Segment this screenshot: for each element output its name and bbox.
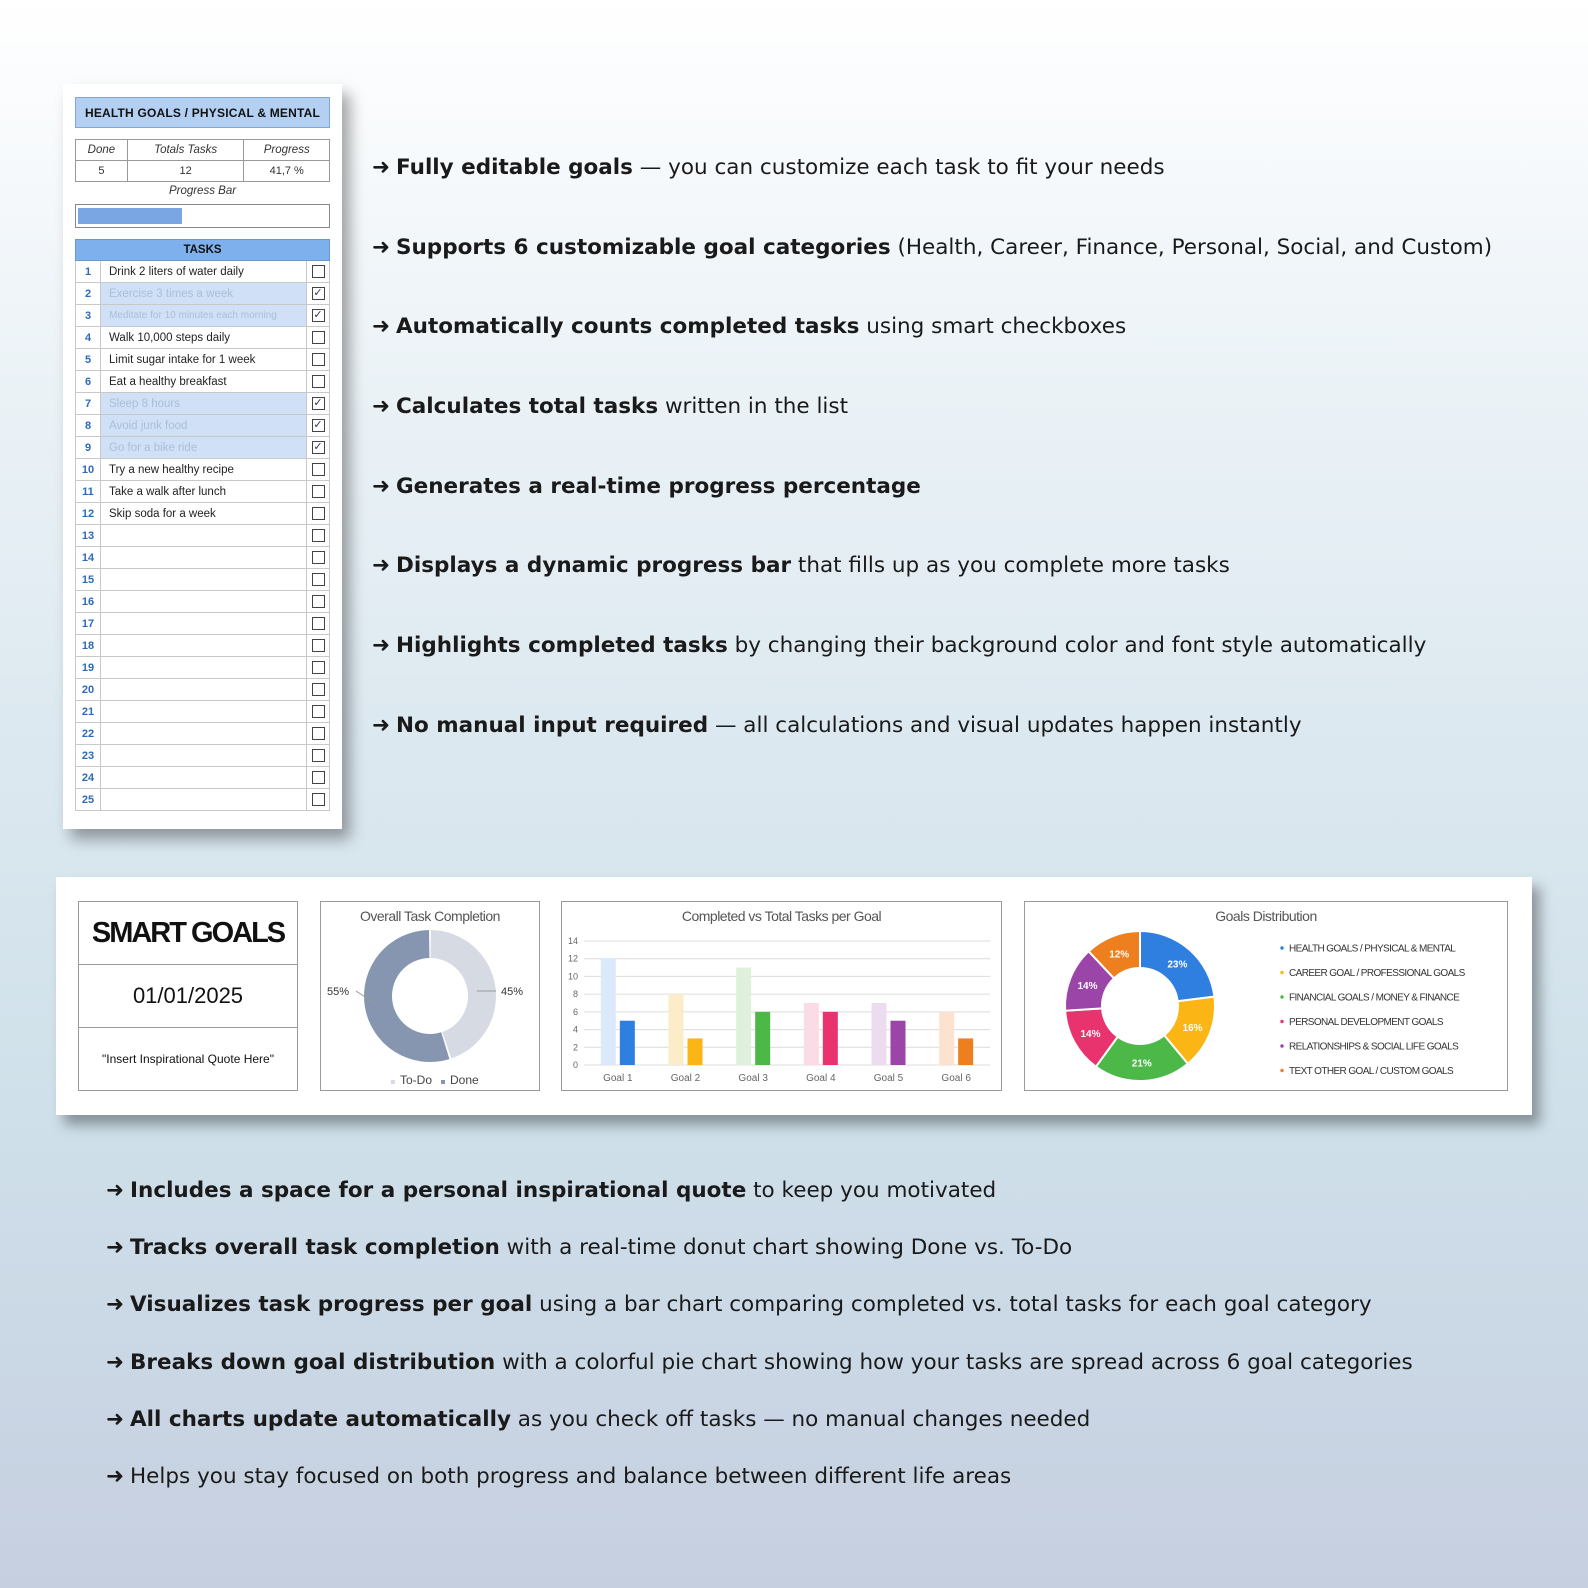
- task-checkbox-cell: [307, 679, 329, 700]
- pie-label: 21%: [1131, 1058, 1152, 1070]
- task-row: [75, 547, 330, 569]
- feature-rest: with a real-time donut chart showing Done vs. To-Do: [499, 1235, 1073, 1261]
- feature-bold: All charts update automatically: [130, 1406, 511, 1432]
- arrow-icon: ➜: [106, 1349, 125, 1375]
- arrow-icon: ➜: [372, 234, 391, 260]
- feature-item: [372, 155, 1492, 235]
- overall-completion-svg: [321, 902, 541, 1092]
- task-checkbox[interactable]: [312, 463, 325, 476]
- legend-label: HEALTH GOALS / PHYSICAL & MENTAL: [1289, 943, 1456, 955]
- task-number: 6: [76, 371, 101, 392]
- overall-completion-title: Overall Task Completion: [360, 908, 500, 924]
- feature-item: [106, 1235, 1413, 1292]
- task-checkbox-cell: [307, 371, 329, 392]
- task-row: [75, 349, 330, 371]
- feature-bold: Automatically counts completed tasks: [396, 314, 860, 340]
- feature-item: [106, 1350, 1413, 1407]
- task-checkbox[interactable]: [312, 507, 325, 520]
- pie-label: 14%: [1077, 981, 1098, 993]
- bar-completed-6: [958, 1038, 973, 1065]
- task-number: 23: [76, 745, 101, 766]
- task-text[interactable]: Avoid junk food: [101, 415, 307, 436]
- y-tick-label: 8: [572, 989, 578, 1000]
- task-number: 4: [76, 327, 101, 348]
- feature-bold: Displays a dynamic progress bar: [396, 553, 792, 579]
- task-row: [75, 305, 330, 327]
- task-checkbox-cell: [307, 349, 329, 370]
- task-checkbox-cell: [307, 327, 329, 348]
- pie-label: 16%: [1182, 1022, 1203, 1034]
- task-number: 25: [76, 789, 101, 810]
- pie-label: 12%: [1109, 949, 1130, 961]
- legend-dot: [1280, 1069, 1283, 1072]
- task-row: [75, 679, 330, 701]
- task-text[interactable]: [101, 723, 307, 744]
- feature-bold: Breaks down goal distribution: [130, 1349, 496, 1375]
- task-checkbox[interactable]: ✓: [313, 397, 323, 409]
- task-checkbox-cell: [307, 701, 329, 722]
- task-text[interactable]: Drink 2 liters of water daily: [101, 261, 307, 282]
- task-number: 2: [76, 283, 101, 304]
- y-tick-label: 6: [572, 1006, 578, 1017]
- task-checkbox[interactable]: [312, 485, 325, 498]
- feature-rest: — you can customize each task to fit your needs: [632, 155, 1165, 180]
- title-panel: [78, 901, 298, 1091]
- task-checkbox[interactable]: [312, 265, 325, 278]
- tasks-per-goal-svg: [562, 902, 1003, 1092]
- legend-dot: [1280, 971, 1283, 974]
- tasks-header: TASKS: [75, 239, 330, 261]
- arrow-icon: ➜: [372, 553, 391, 579]
- task-text[interactable]: Sleep 8 hours: [101, 393, 307, 414]
- task-text[interactable]: Exercise 3 times a week: [101, 283, 307, 304]
- task-checkbox-cell: [307, 789, 329, 810]
- legend-swatch-todo: [391, 1080, 395, 1084]
- task-number: 21: [76, 701, 101, 722]
- task-row: [75, 459, 330, 481]
- task-text[interactable]: [101, 613, 307, 634]
- task-checkbox[interactable]: [312, 705, 325, 718]
- y-tick-label: 2: [572, 1042, 578, 1053]
- y-tick-label: 10: [567, 971, 578, 982]
- dashboard-title: SMART GOALS: [79, 902, 297, 965]
- task-row: [75, 503, 330, 525]
- feature-item: [372, 314, 1492, 394]
- task-text[interactable]: [101, 745, 307, 766]
- task-checkbox-cell: [307, 745, 329, 766]
- legend-todo: To-Do: [400, 1073, 433, 1087]
- task-number: 7: [76, 393, 101, 414]
- arrow-icon: ➜: [106, 1178, 125, 1203]
- task-text[interactable]: Skip soda for a week: [101, 503, 307, 524]
- arrow-icon: ➜: [372, 712, 391, 738]
- task-number: 22: [76, 723, 101, 744]
- feature-list-top: [372, 155, 1492, 793]
- x-tick-label: Goal 4: [806, 1073, 836, 1084]
- legend-swatch-done: [441, 1080, 445, 1084]
- feature-item: [372, 394, 1492, 474]
- task-checkbox[interactable]: [312, 749, 325, 762]
- task-number: 12: [76, 503, 101, 524]
- task-number: 20: [76, 679, 101, 700]
- task-row: [75, 613, 330, 635]
- task-number: 15: [76, 569, 101, 590]
- task-checkbox-cell: [307, 525, 329, 546]
- task-row: [75, 415, 330, 437]
- task-text[interactable]: [101, 525, 307, 546]
- dashboard-strip: [56, 877, 1532, 1115]
- feature-list-bottom: [106, 1178, 1413, 1521]
- task-number: 11: [76, 481, 101, 502]
- task-checkbox-cell: [307, 547, 329, 568]
- task-checkbox[interactable]: [312, 375, 325, 388]
- feature-bold: Visualizes task progress per goal: [130, 1292, 533, 1318]
- feature-item: [106, 1464, 1413, 1521]
- feature-rest: — all calculations and visual updates happen instantly: [708, 712, 1302, 738]
- task-checkbox-cell: [307, 437, 329, 458]
- task-number: 16: [76, 591, 101, 612]
- stats-header-progress: Progress: [244, 140, 330, 161]
- goals-distribution-title: Goals Distribution: [1215, 908, 1317, 924]
- bar-total-4: [804, 1003, 819, 1065]
- task-number: 8: [76, 415, 101, 436]
- task-number: 1: [76, 261, 101, 282]
- pie-label: 14%: [1080, 1029, 1101, 1041]
- task-checkbox[interactable]: ✓: [313, 309, 323, 321]
- task-checkbox-cell: [307, 723, 329, 744]
- arrow-icon: ➜: [372, 314, 391, 340]
- stats-header-done: Done: [76, 140, 128, 161]
- task-checkbox-cell: [307, 261, 329, 282]
- arrow-icon: ➜: [372, 473, 391, 499]
- bar-completed-4: [823, 1012, 838, 1065]
- tasks-per-goal-chart: [561, 901, 1002, 1091]
- stats-table: [75, 139, 330, 182]
- feature-rest: (Health, Career, Finance, Personal, Social, and Custom): [890, 234, 1493, 260]
- task-number: 13: [76, 525, 101, 546]
- task-row: [75, 283, 330, 305]
- task-text[interactable]: [101, 591, 307, 612]
- legend-label: RELATIONSHIPS & SOCIAL LIFE GOALS: [1289, 1041, 1459, 1053]
- task-text[interactable]: [101, 679, 307, 700]
- task-text[interactable]: [101, 657, 307, 678]
- feature-bold: Generates a real-time progress percentage: [396, 473, 921, 499]
- task-checkbox[interactable]: [312, 771, 325, 784]
- task-text[interactable]: [101, 767, 307, 788]
- y-tick-label: 4: [572, 1024, 578, 1035]
- task-number: 17: [76, 613, 101, 634]
- task-checkbox-cell: [307, 591, 329, 612]
- task-list: [75, 261, 330, 811]
- task-checkbox[interactable]: [312, 617, 325, 630]
- task-row: [75, 371, 330, 393]
- task-text[interactable]: Try a new healthy recipe: [101, 459, 307, 480]
- task-checkbox-cell: [307, 613, 329, 634]
- progress-bar: [75, 204, 330, 228]
- task-row: [75, 635, 330, 657]
- x-tick-label: Goal 2: [670, 1073, 701, 1084]
- feature-rest: as you check off tasks — no manual changes needed: [510, 1406, 1091, 1432]
- task-checkbox[interactable]: [312, 573, 325, 586]
- task-checkbox-cell: [307, 481, 329, 502]
- x-tick-label: Goal 3: [738, 1073, 768, 1084]
- legend-label: FINANCIAL GOALS / MONEY & FINANCE: [1289, 992, 1460, 1004]
- feature-rest: to keep you motivated: [746, 1178, 997, 1203]
- legend-dot: [1280, 1020, 1283, 1023]
- task-row: [75, 723, 330, 745]
- task-checkbox[interactable]: ✓: [313, 419, 323, 431]
- task-row: [75, 437, 330, 459]
- label-todo: 55%: [327, 986, 350, 998]
- legend-label: PERSONAL DEVELOPMENT GOALS: [1289, 1017, 1443, 1028]
- task-row: [75, 481, 330, 503]
- bar-total-3: [736, 968, 751, 1065]
- bar-completed-2: [688, 1038, 703, 1065]
- task-row: [75, 767, 330, 789]
- task-number: 10: [76, 459, 101, 480]
- task-text[interactable]: Take a walk after lunch: [101, 481, 307, 502]
- arrow-icon: ➜: [106, 1463, 125, 1489]
- task-text[interactable]: [101, 701, 307, 722]
- task-checkbox-cell: [307, 569, 329, 590]
- bar-completed-3: [755, 1012, 770, 1065]
- task-checkbox-cell: [307, 657, 329, 678]
- task-number: 3: [76, 305, 101, 326]
- task-checkbox[interactable]: ✓: [313, 441, 323, 453]
- task-text[interactable]: Go for a bike ride: [101, 437, 307, 458]
- task-checkbox[interactable]: [312, 661, 325, 674]
- tasks-per-goal-title: Completed vs Total Tasks per Goal: [681, 908, 882, 924]
- goals-distribution-chart: [1024, 901, 1508, 1091]
- legend-dot: [1280, 946, 1283, 949]
- feature-bold: Tracks overall task completion: [130, 1235, 500, 1261]
- task-text[interactable]: [101, 569, 307, 590]
- bar-total-2: [669, 994, 684, 1065]
- task-checkbox-cell: [307, 283, 329, 304]
- arrow-icon: ➜: [106, 1235, 125, 1261]
- bar-total-5: [872, 1003, 887, 1065]
- y-tick-label: 12: [567, 953, 578, 964]
- feature-bold: Calculates total tasks: [396, 394, 659, 420]
- y-tick-label: 0: [572, 1060, 578, 1070]
- task-row: [75, 393, 330, 415]
- progress-bar-fill: [78, 208, 182, 224]
- feature-item: [372, 553, 1492, 633]
- task-row: [75, 745, 330, 767]
- task-checkbox[interactable]: [312, 353, 325, 366]
- task-row: [75, 701, 330, 723]
- task-text[interactable]: Walk 10,000 steps daily: [101, 327, 307, 348]
- stats-value-total: 12: [127, 161, 244, 182]
- x-tick-label: Goal 6: [941, 1073, 971, 1084]
- arrow-icon: ➜: [106, 1292, 125, 1318]
- task-checkbox[interactable]: [312, 529, 325, 542]
- task-number: 5: [76, 349, 101, 370]
- feature-item: [372, 474, 1492, 554]
- task-row: [75, 591, 330, 613]
- task-checkbox[interactable]: [312, 727, 325, 740]
- task-row: [75, 569, 330, 591]
- legend-label: CAREER GOAL / PROFESSIONAL GOALS: [1289, 968, 1465, 979]
- feature-bold: No manual input required: [396, 712, 709, 738]
- label-done: 45%: [501, 986, 524, 998]
- feature-rest: written in the list: [658, 394, 849, 420]
- task-checkbox[interactable]: [312, 683, 325, 696]
- feature-bold: Highlights completed tasks: [396, 633, 728, 659]
- task-checkbox[interactable]: [312, 595, 325, 608]
- task-number: 9: [76, 437, 101, 458]
- arrow-icon: ➜: [372, 155, 391, 180]
- feature-bold: Supports 6 customizable goal categories: [396, 234, 891, 260]
- task-row: [75, 261, 330, 283]
- legend-done: Done: [450, 1073, 479, 1087]
- task-number: 18: [76, 635, 101, 656]
- feature-bold: Includes a space for a personal inspirational quote: [130, 1178, 747, 1203]
- task-text[interactable]: [101, 789, 307, 810]
- inspirational-quote[interactable]: "Insert Inspirational Quote Here": [102, 1052, 274, 1066]
- goals-distribution-svg: [1025, 902, 1509, 1092]
- arrow-icon: ➜: [372, 633, 391, 659]
- task-checkbox-cell: [307, 767, 329, 788]
- task-checkbox-cell: [307, 503, 329, 524]
- task-text[interactable]: Eat a healthy breakfast: [101, 371, 307, 392]
- stats-value-progress: 41,7 %: [244, 161, 330, 182]
- overall-completion-chart: [320, 901, 540, 1091]
- task-number: 19: [76, 657, 101, 678]
- task-checkbox[interactable]: [312, 331, 325, 344]
- progress-bar-label: Progress Bar: [168, 185, 237, 197]
- task-checkbox-cell: [307, 415, 329, 436]
- stats-value-done: 5: [76, 161, 128, 182]
- feature-rest: that fills up as you complete more tasks: [791, 553, 1230, 579]
- task-row: [75, 327, 330, 349]
- feature-rest: using a bar chart comparing completed vs. total tasks for each goal category: [532, 1292, 1372, 1318]
- task-number: 14: [76, 547, 101, 568]
- goal-tracker-sheet: [63, 84, 342, 829]
- stats-header-total: Totals Tasks: [127, 140, 244, 161]
- task-number: 24: [76, 767, 101, 788]
- task-text[interactable]: [101, 547, 307, 568]
- feature-item: [372, 713, 1492, 793]
- bar-completed-1: [620, 1021, 635, 1065]
- task-checkbox[interactable]: [312, 639, 325, 652]
- task-checkbox-cell: [307, 393, 329, 414]
- task-checkbox-cell: [307, 305, 329, 326]
- feature-item: [372, 633, 1492, 713]
- pie-label: 23%: [1167, 959, 1188, 971]
- x-tick-label: Goal 1: [603, 1073, 633, 1084]
- feature-rest: Helps you stay focused on both progress and balance between different life areas: [130, 1463, 1012, 1489]
- feature-rest: using smart checkboxes: [859, 314, 1127, 340]
- arrow-icon: ➜: [372, 394, 391, 420]
- feature-item: [372, 235, 1492, 315]
- feature-bold: Fully editable goals: [396, 155, 633, 180]
- task-row: [75, 789, 330, 811]
- bar-total-1: [601, 959, 616, 1065]
- legend-label: TEXT OTHER GOAL / CUSTOM GOALS: [1289, 1066, 1454, 1077]
- task-text[interactable]: Meditate for 10 minutes each morning: [101, 305, 307, 326]
- task-row: [75, 525, 330, 547]
- x-tick-label: Goal 5: [873, 1073, 904, 1084]
- task-checkbox-cell: [307, 635, 329, 656]
- bar-total-6: [939, 1012, 954, 1065]
- bar-completed-5: [891, 1021, 906, 1065]
- task-text[interactable]: [101, 635, 307, 656]
- tracker-title: HEALTH GOALS / PHYSICAL & MENTAL: [75, 97, 330, 128]
- arrow-icon: ➜: [106, 1406, 125, 1432]
- task-checkbox[interactable]: [312, 793, 325, 806]
- task-checkbox-cell: [307, 459, 329, 480]
- feature-item: [106, 1292, 1413, 1349]
- feature-rest: with a colorful pie chart showing how your tasks are spread across 6 goal categories: [495, 1349, 1413, 1375]
- task-checkbox[interactable]: [312, 551, 325, 564]
- feature-item: [106, 1178, 1413, 1235]
- task-checkbox[interactable]: ✓: [313, 287, 323, 299]
- feature-rest: by changing their background color and font style automatically: [727, 633, 1427, 659]
- legend-dot: [1280, 1044, 1283, 1047]
- task-text[interactable]: Limit sugar intake for 1 week: [101, 349, 307, 370]
- feature-item: [106, 1407, 1413, 1464]
- y-tick-label: 14: [567, 936, 578, 946]
- legend-dot: [1280, 995, 1283, 998]
- task-row: [75, 657, 330, 679]
- dashboard-date: 01/01/2025: [79, 965, 297, 1028]
